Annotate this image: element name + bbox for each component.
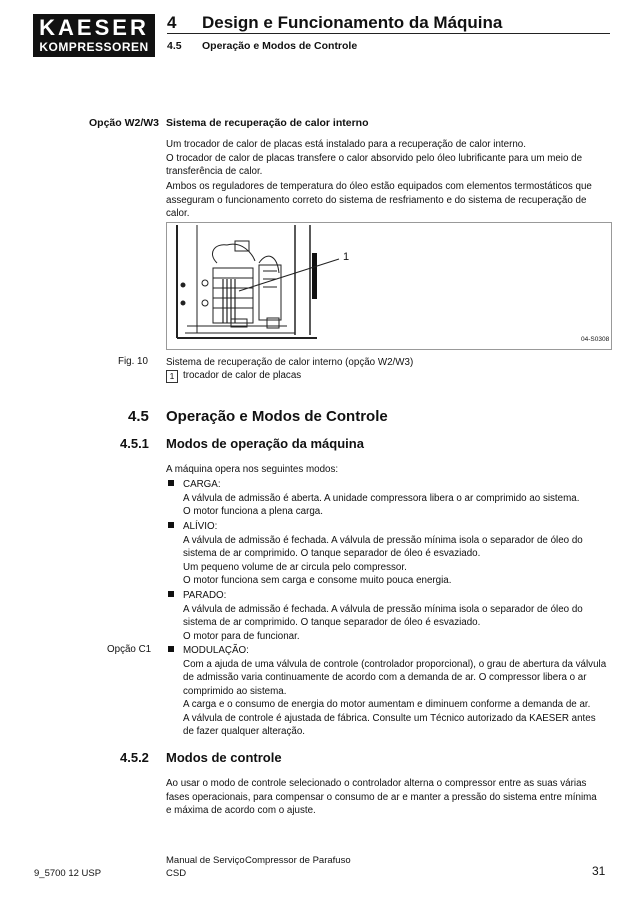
figure-code: 04-S0308 xyxy=(581,336,610,343)
mode-line: O motor para de funcionar. xyxy=(183,630,300,642)
bullet-marker xyxy=(166,519,174,527)
mode-line: de admissão varia continuamente de acordo com a demanda de ar. O compressor libera o ar xyxy=(183,672,587,683)
option-c1-label: Opção C1 xyxy=(107,644,152,655)
heat-recovery-para1 xyxy=(166,138,612,179)
mode-line: A válvula de admissão é aberta. A unidade compressora libera o ar comprimido ao sistema. xyxy=(183,492,580,504)
mode-title: CARGA: xyxy=(183,479,221,490)
mode-line: O motor funciona a plena carga. xyxy=(183,506,323,517)
mode-line: A válvula de admissão é fechada. A válvula de pressão mínima isola o separador de óleo do xyxy=(183,534,583,546)
footer-product: Compressor de Parafuso xyxy=(245,855,351,866)
logo-bottom-text: KOMPRESSOREN xyxy=(39,40,149,54)
chapter-title: Design e Funcionamento da Máquina xyxy=(202,13,503,32)
footer-model: CSD xyxy=(166,868,187,879)
para-line: e máxima de acordo com o ajuste. xyxy=(166,805,316,816)
section-title: Operação e Modos de Controle xyxy=(166,408,388,425)
kaeser-logo xyxy=(33,14,155,57)
para-line: Ao usar o modo de controle selecionado o controlador alterna o compressor entre as suas várias xyxy=(166,778,587,789)
footer-manual: Manual de Serviço xyxy=(166,855,245,866)
footer-doc-id: 9_5700 12 USP xyxy=(34,868,102,879)
mode-line: sistema de ar comprimido. O tanque separador de óleo é esvaziado. xyxy=(183,548,481,559)
mode-idle xyxy=(183,520,613,588)
mode-title: ALÍVIO: xyxy=(183,521,218,532)
heat-recovery-heading: Sistema de recuperação de calor interno xyxy=(166,117,369,129)
subsection-1-title: Modos de operação da máquina xyxy=(166,436,364,451)
bullet-marker xyxy=(166,477,174,485)
para-line: fases operacionais, para compensar o consumo de ar e manter a pressão do sistema entre mínima xyxy=(166,791,597,803)
header-divider xyxy=(167,33,610,34)
para-line: calor. xyxy=(166,208,190,219)
mode-line: de fazer qualquer alteração. xyxy=(183,726,305,737)
option-w2w3-label: Opção W2/W3 xyxy=(89,117,160,129)
mode-line: comprimido ao sistema. xyxy=(183,685,287,697)
figure-caption: Sistema de recuperação de calor interno (opção W2/W3) xyxy=(166,357,414,368)
mode-modulation xyxy=(183,644,613,739)
subsection-2-number: 4.5.2 xyxy=(120,750,149,765)
mode-title: MODULAÇÃO: xyxy=(183,645,249,656)
subsection-1-number: 4.5.1 xyxy=(120,436,149,451)
para-line: O trocador de calor de placas transfere o calor absorvido pelo óleo lubrificante para um meio de xyxy=(166,152,583,164)
machine-illustration xyxy=(167,223,611,349)
bullet-marker xyxy=(166,588,174,596)
figure-heat-exchanger xyxy=(166,222,612,350)
panel-bar xyxy=(312,253,317,299)
mode-line: Com a ajuda de uma válvula de controle (controlador proporcional), o grau de abertura da válvula xyxy=(183,658,607,670)
para-line: Ambos os reguladores de temperatura do óleo estão equipados com elementos termostáticos que xyxy=(166,181,592,192)
logo-top-text: KAESER xyxy=(39,15,149,40)
para-line: transferência de calor. xyxy=(166,166,263,177)
page-number: 31 xyxy=(592,864,606,878)
mode-line: A válvula de admissão é fechada. A válvula de pressão mínima isola o separador de óleo do xyxy=(183,603,583,615)
control-modes-para xyxy=(166,777,612,818)
section-number: 4.5 xyxy=(128,408,149,425)
figure-callout: 1 xyxy=(343,251,350,263)
para-line: Um trocador de calor de placas está instalado para a recuperação de calor interno. xyxy=(166,139,526,150)
operation-modes-intro: A máquina opera nos seguintes modos: xyxy=(166,464,339,475)
legend-text: trocador de calor de placas xyxy=(183,370,302,381)
legend-number: 1 xyxy=(166,370,178,383)
chapter-number: 4 xyxy=(167,13,177,32)
mode-stop xyxy=(183,589,613,643)
subsection-2-title: Modos de controle xyxy=(166,750,282,765)
bullet-marker xyxy=(166,643,174,651)
heat-recovery-para2 xyxy=(166,180,612,221)
mode-line: O motor funciona sem carga e consome muito pouca energia. xyxy=(183,575,452,586)
mode-line: Um pequeno volume de ar circula pelo compressor. xyxy=(183,561,407,573)
mode-line: A carga e o consumo de energia do motor aumentam e diminuem conforme a demanda de ar. xyxy=(183,699,591,710)
mode-line: sistema de ar comprimido. O tanque separador de óleo é esvaziado. xyxy=(183,617,481,628)
header-section-title: Operação e Modos de Controle xyxy=(202,40,358,52)
mode-load xyxy=(183,478,613,519)
figure-label: Fig. 10 xyxy=(118,356,148,367)
mode-title: PARADO: xyxy=(183,590,227,601)
header-section-number: 4.5 xyxy=(167,40,182,52)
mode-line: A válvula de controle é ajustada de fábrica. Consulte um Técnico autorizado da KAESER antes xyxy=(183,712,596,724)
para-line: asseguram o funcionamento correto do sistema de resfriamento e do sistema de recuperação de xyxy=(166,194,587,206)
